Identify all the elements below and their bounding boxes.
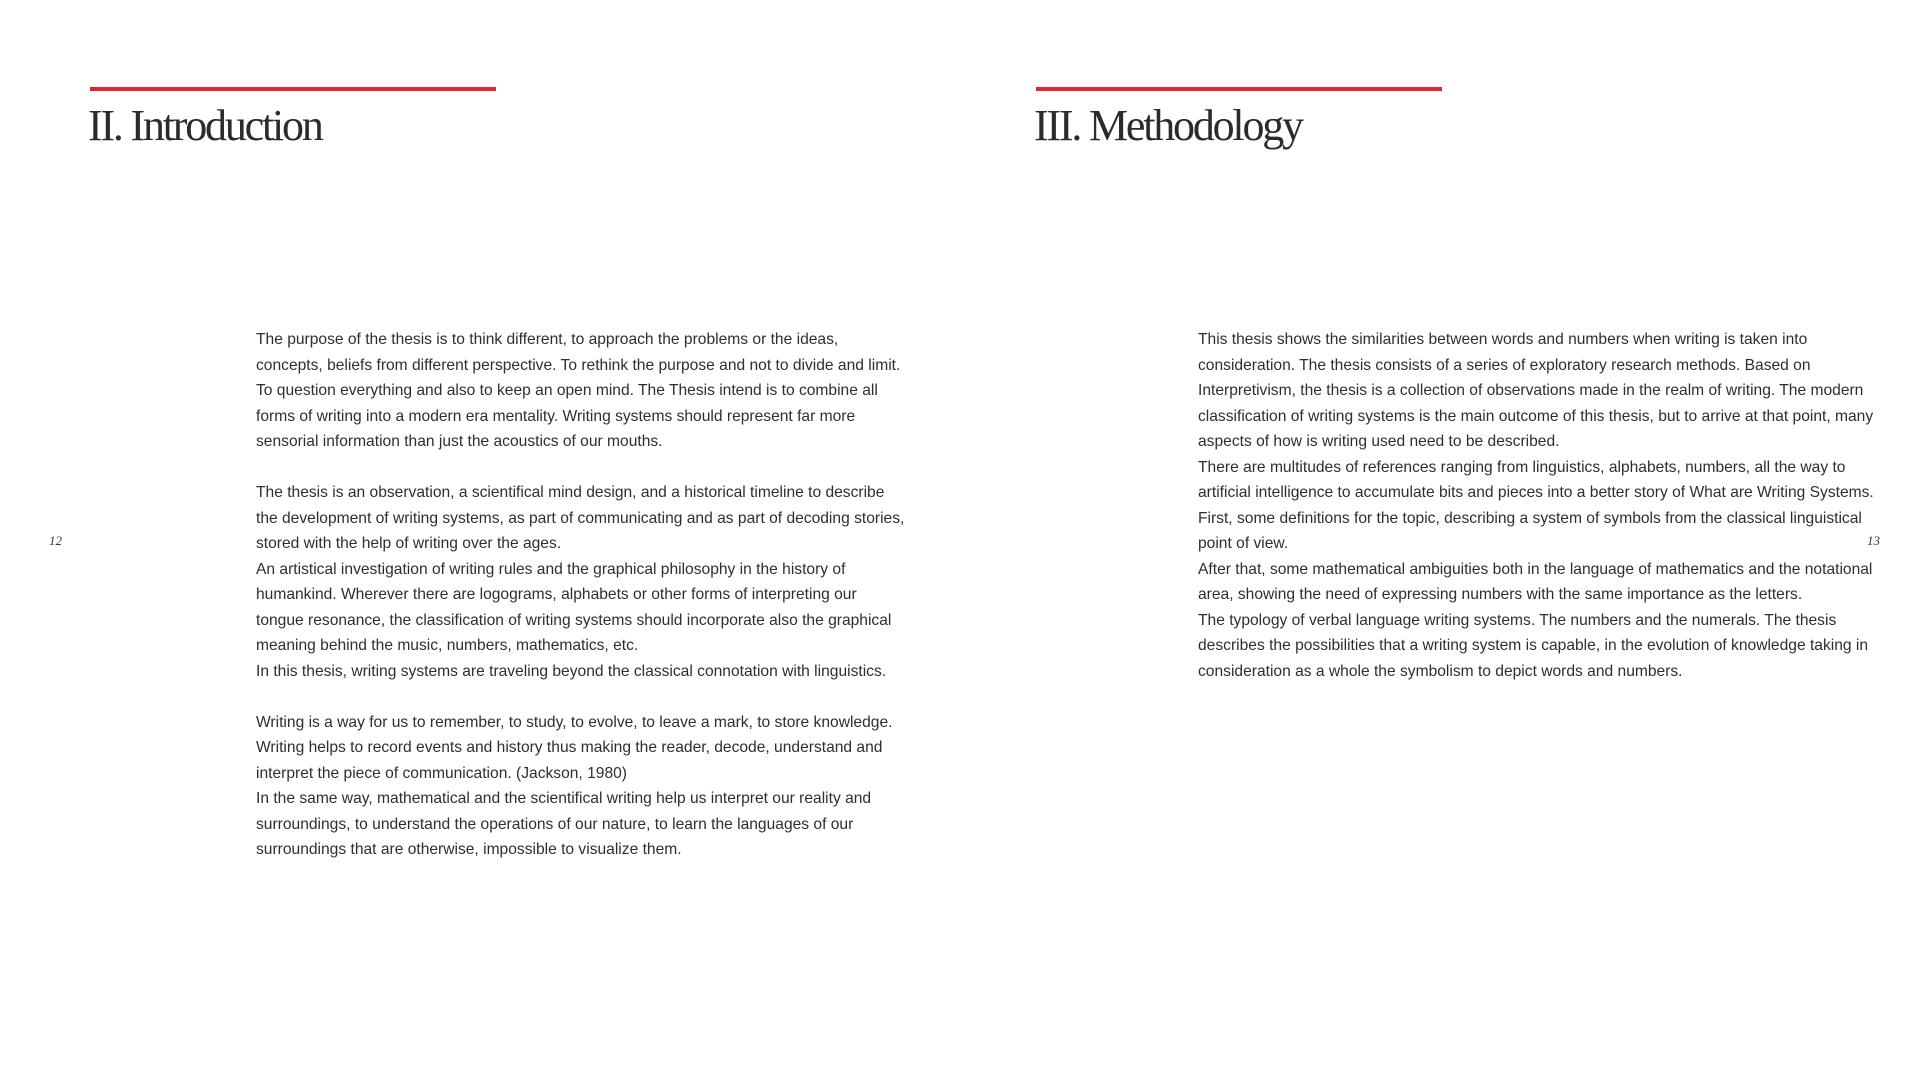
paragraph: There are multitudes of references ranging from linguistics, alphabets, numbers, all the way to artificial intelligence to accumulate bits and pieces into a better story of What are Writing Systems. — [1198, 458, 1874, 501]
page-number: 13 — [1867, 533, 1880, 548]
heading-rule — [90, 87, 496, 91]
right-page — [960, 0, 1920, 1072]
body-text — [256, 327, 906, 863]
page-title: II. Introduction — [88, 101, 322, 150]
paragraph: After that, some mathematical ambiguities both in the language of mathematics and the notational area, showing the need of expressing numbers with the same importance as the letters. — [1198, 560, 1873, 603]
paragraph: The thesis is an observation, a scientifical mind design, and a historical timeline to describe the development of writing systems, as part of communicating and as part of decoding stories, stored with the help of writing over the ages. — [256, 484, 905, 552]
body-text — [1198, 327, 1878, 684]
paragraph: This thesis shows the similarities between words and numbers when writing is taken into consideration. The thesis consists of a series of exploratory research methods. Based on Interpretivism, the thesis is a collection of observations made in the realm of writing. The modern classification of writing systems is the main outcome of this thesis, but to arrive at that point, many aspects of how is writing used need to be described. — [1198, 331, 1874, 450]
paragraph: The purpose of the thesis is to think different, to approach the problems or the ideas, concepts, beliefs from different perspective. To rethink the purpose and not to divide and limit. To question everything and also to keep an open mind. The Thesis intend is to combine all forms of writing into a modern era mentality. Writing systems should represent far more sensorial information than just the acoustics of our mouths. — [256, 331, 901, 450]
paragraph: The typology of verbal language writing systems. The numbers and the numerals. The thesis describes the possibilities that a writing system is capable, in the evolution of knowledge taking in consideration as a whole the symbolism to depict words and numbers. — [1198, 611, 1869, 680]
paragraph: Writing is a way for us to remember, to study, to evolve, to leave a mark, to store knowledge. Writing helps to record events and history thus making the reader, decode, understand and interpret the piece of communication. (Jackson, 1980) — [256, 713, 893, 782]
page-title: III. Methodology — [1034, 101, 1302, 150]
heading-rule — [1036, 87, 1442, 91]
paragraph: In this thesis, writing systems are traveling beyond the classical connotation with linguistics. — [256, 662, 887, 680]
paragraph: An artistical investigation of writing rules and the graphical philosophy in the history of humankind. Wherever there are logograms, alphabets or other forms of interpreting our tongue resonance, the classification of writing systems should incorporate also the graphical meaning behind the music, numbers, mathematics, etc. — [256, 560, 892, 654]
paragraph: First, some definitions for the topic, describing a system of symbols from the classical linguistical point of view. — [1198, 509, 1862, 552]
paragraph: In the same way, mathematical and the scientifical writing help us interpret our reality and surroundings, to understand the operations of our nature, to learn the languages of our surroundings that are otherwise, impossible to visualize them. — [256, 790, 872, 858]
page-number: 12 — [49, 533, 62, 548]
